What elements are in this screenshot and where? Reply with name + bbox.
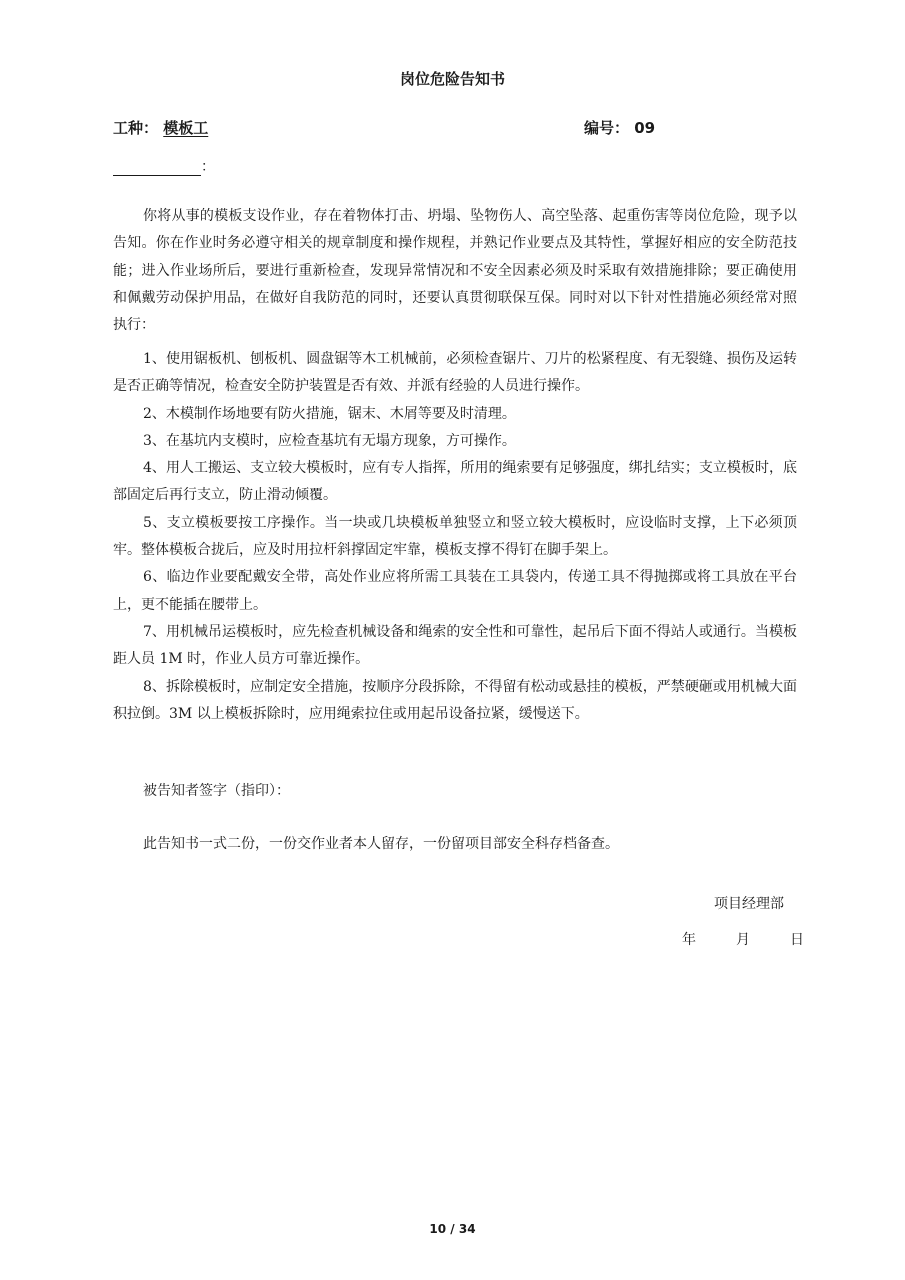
recipient-blank [113,156,215,176]
list-item: 2、木模制作场地要有防火措施，锯末、木屑等要及时清理。 [143,405,516,422]
date-year: 年 [682,932,696,948]
measures-list [113,346,797,728]
date-day: 日 [790,932,804,948]
document-title: 岗位危险告知书 [399,70,505,88]
recipient-blank-line [113,161,201,176]
list-item: 8、拆除模板时，应制定安全措施，按顺序分段拆除，不得留有松动或悬挂的模板，严禁硬砸或用机械大面积拉倒。3M 以上模板拆除时，应用绳索拉住或用起吊设备拉紧，缓慢送下。 [113,678,797,722]
job-type [113,117,208,138]
recipient-blank-colon: ： [201,159,215,175]
list-item: 1、使用锯板机、刨板机、圆盘锯等木工机械前，必须检查锯片、刀片的松紧程度、有无裂缝、损伤及运转是否正确等情况，检查安全防护装置是否有效、并派有经验的人员进行操作。 [113,351,797,395]
list-item: 3、在基坑内支模时，应检查基坑有无塌方现象，方可操作。 [143,432,516,449]
job-type-label: 工种： [113,119,159,137]
signature-label: 被告知者签字（指印）： [143,783,290,799]
intro-paragraph: 你将从事的模板支设作业，存在着物体打击、坍塌、坠物伤人、高空坠落、起重伤害等岗位危险，现予以告知。你在作业时务必遵守相关的规章制度和操作规程，并熟记作业要点及其特性，掌握好相应的安全防范技能；进入作业场所后，要进行重新检查，发现异常情况和不安全因素必须及时采取有效措施排除；要正确使用和佩戴劳动保护用品，在做好自我防范的同时，还要认真贯彻联保互保。同时对以下针对性措施必须经常对照执行： [113,208,797,334]
list-item: 4、用人工搬运、支立较大模板时，应有专人指挥，所用的绳索要有足够强度，绑扎结实；支立模板时，底部固定后再行支立，防止滑动倾覆。 [113,460,797,504]
department-name: 项目经理部 [714,896,784,912]
doc-number-value: 09 [634,119,656,137]
intro-section [113,203,797,339]
job-type-value: 模板工 [163,119,209,137]
page-number: 10 / 34 [429,1222,476,1236]
doc-number [584,117,655,138]
list-item: 6、临边作业要配戴安全带，高处作业应将所需工具装在工具袋内，传递工具不得抛掷或将工具放在平台上，更不能插在腰带上。 [113,569,797,613]
date-line [682,929,804,949]
date-month: 月 [736,932,750,948]
list-item: 7、用机械吊运模板时，应先检查机械设备和绳索的安全性和可靠性，起吊后下面不得站人或通行。当模板距人员 1M 时，作业人员方可靠近操作。 [113,623,797,668]
copy-note: 此告知书一式二份，一份交作业者本人留存，一份留项目部安全科存档备查。 [143,836,619,852]
list-item: 5、支立模板要按工序操作。当一块或几块模板单独竖立和竖立较大模板时，应设临时支撑，上下必须顶牢。整体模板合拢后，应及时用拉杆斜撑固定牢靠，模板支撑不得钉在脚手架上。 [113,514,797,559]
doc-number-label: 编号： [584,119,630,137]
